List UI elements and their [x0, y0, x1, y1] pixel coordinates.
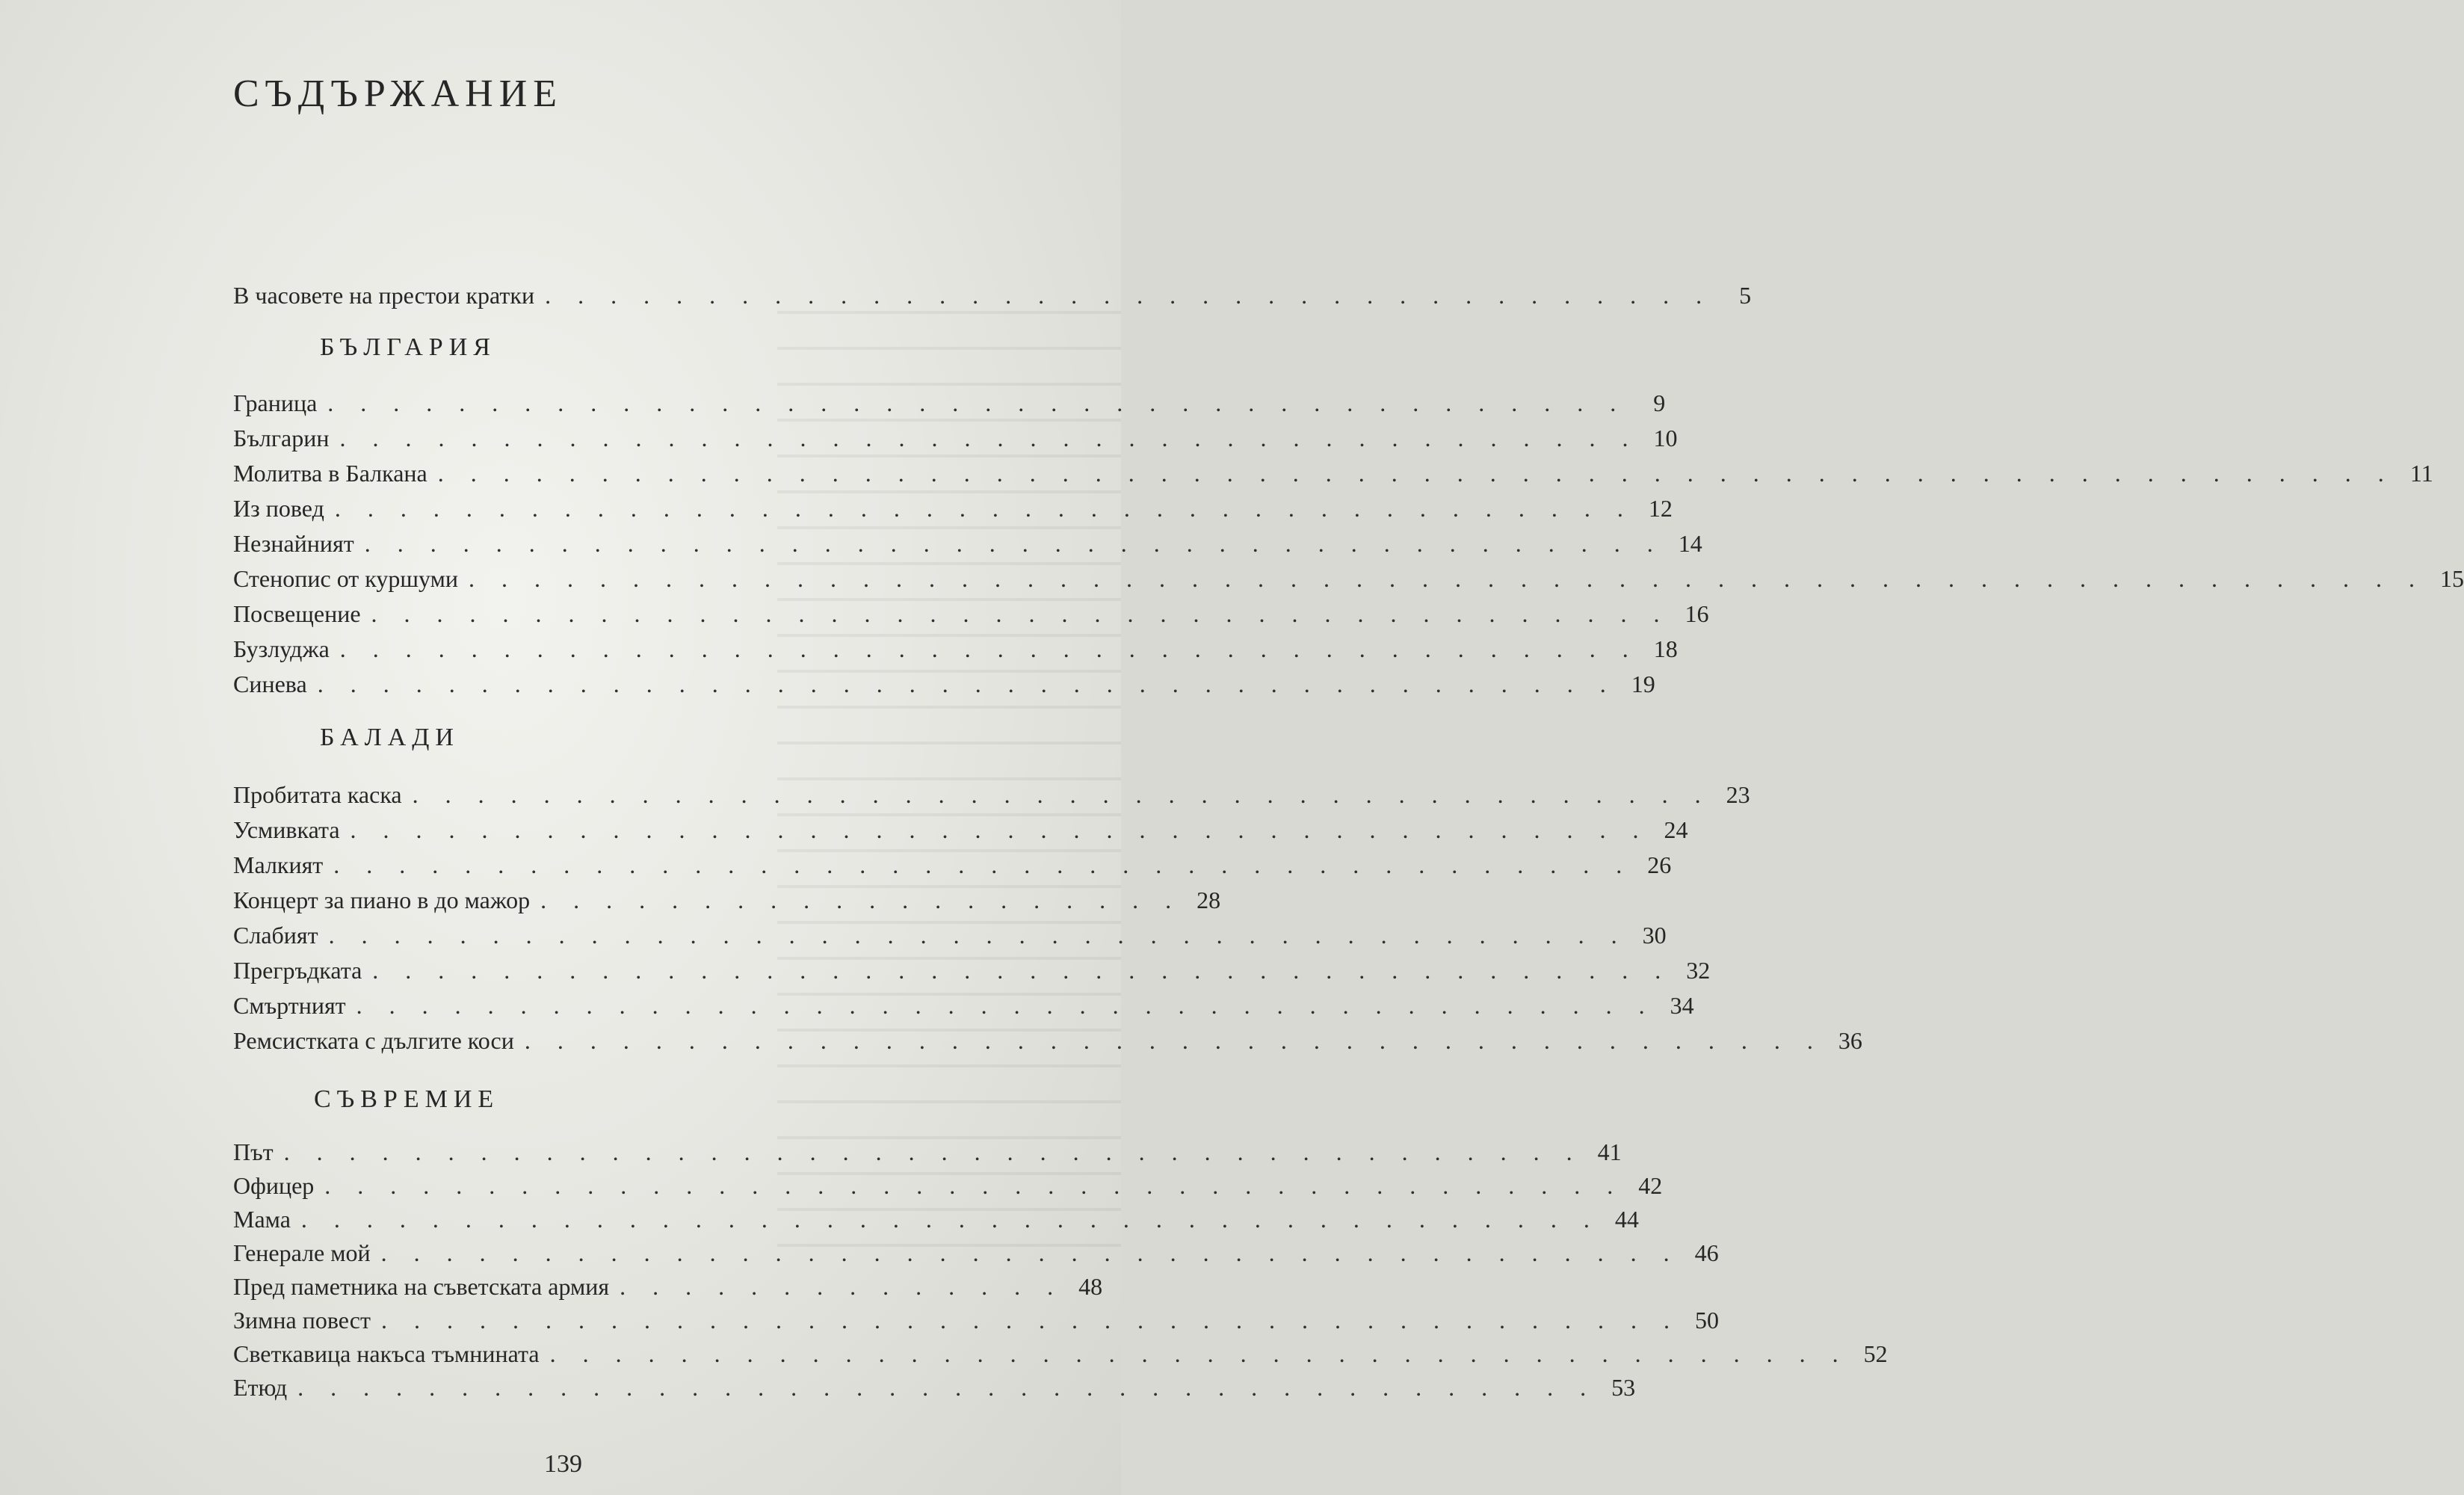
dot-leader: . . . . . . . . . . . . . . . . . . . . . . . . . . . . . . . . . . . . . . . . . . . . . . . . . . . . . . . . . . . .	[437, 460, 2394, 487]
toc-entry-title: Бузлуджа	[233, 635, 330, 662]
dot-leader: . . . . . . . . . . . . . . . . . . . . . . . . . . . . . . . . . . . .	[545, 282, 1713, 309]
toc-entry	[233, 386, 1666, 420]
toc-entry-page: 41	[1597, 1138, 1622, 1165]
toc-entry	[233, 1168, 1663, 1203]
toc-entry	[233, 278, 1752, 312]
dot-leader: . . . . . . . . . . . . . . . . . . . . . . . . . . . . . . . . . . . . . . . .	[380, 1307, 1680, 1334]
toc-entry-page: 52	[1863, 1340, 1888, 1367]
toc-entry-page: 28	[1197, 887, 1221, 913]
toc-entry	[233, 1269, 1103, 1304]
dot-leader: . . . . . . . . . . . . . . . . . . . .	[540, 887, 1182, 913]
toc-entry	[233, 1303, 1719, 1337]
toc-entry-title: В часовете на престои кратки	[233, 282, 535, 309]
toc-entry	[233, 456, 2433, 490]
toc-entry-page: 24	[1664, 816, 1688, 843]
toc-entry	[233, 632, 1678, 666]
toc-entry-page: 11	[2409, 460, 2433, 487]
dot-leader: . . . . . . . . . . . . . . . . . . . . . . . . . . . . . . . . . . . . . . . .	[356, 992, 1655, 1019]
toc-entry-page: 10	[1653, 425, 1678, 451]
toc-entry-title: Малкият	[233, 851, 324, 878]
toc-entry	[233, 988, 1694, 1023]
toc-entry	[233, 1202, 1639, 1236]
toc-entry-page: 32	[1686, 957, 1711, 984]
toc-entry	[233, 561, 2464, 596]
toc-entry-title: Светкавица накъса тъмнината	[233, 1340, 540, 1367]
dot-leader: . . . . . . . . . . . . . . . . . . . . . . . . . . . . . . . . . . . . . . . .	[371, 600, 1670, 627]
dot-leader: . . . . . . . . . . . . . . . . . . . . . . . . . . . . . . . . . . . . . . . .	[328, 922, 1628, 949]
toc-entry-page: 30	[1642, 922, 1667, 949]
toc-entry	[233, 1236, 1719, 1270]
dot-leader: . . . . . . . . . . . . . . . . . . . . . . . . . . . . . . . . . . . . . . . .	[333, 851, 1633, 878]
dot-leader: . . . . . . . . . . . . . . . . . . . . . . . . . . . . . . . . . . . . . . . .	[317, 671, 1617, 697]
dot-leader: . . . . . . . . . . . . . . . . . . . . . . . . . . . . . . . . . . . . . . . .	[283, 1138, 1583, 1165]
toc-entry	[233, 421, 1678, 455]
dot-leader: . . . . . . . . . . . . . . . . . . . . . . . . . . . . . . . . . . . . . . . .	[297, 1374, 1597, 1401]
toc-entry-title: Ремсистката с дългите коси	[233, 1027, 514, 1054]
toc-entry-page: 42	[1638, 1172, 1663, 1199]
toc-entry	[233, 667, 1655, 701]
toc-entry	[233, 918, 1667, 952]
toc-entry	[233, 848, 1672, 882]
toc-entry-title: Офицер	[233, 1172, 315, 1199]
toc-entry-title: Смъртният	[233, 992, 346, 1019]
toc-entry-title: Зимна повест	[233, 1307, 371, 1334]
toc-entry	[233, 883, 1221, 917]
page-title: СЪДЪРЖАНИЕ	[233, 73, 563, 115]
toc-entry-title: Българин	[233, 425, 330, 451]
toc-entry-page: 12	[1648, 495, 1673, 522]
toc-entry	[233, 491, 1673, 525]
toc-entry-page: 23	[1726, 781, 1750, 808]
toc-entry-title: Незнайният	[233, 530, 354, 557]
toc-entry-page: 5	[1739, 282, 1752, 309]
toc-entry-page: 48	[1078, 1273, 1103, 1300]
toc-entry-title: Пробитата каска	[233, 781, 402, 808]
toc-entry-title: Из повед	[233, 495, 324, 522]
toc-entry	[233, 1023, 1862, 1058]
dot-leader: . . . . . . . . . . . . . . . . . . . . . . . . . . . . . . . . . . . . . . . . . . . . . . . . . . . . . . . . . . . .	[468, 565, 2425, 592]
toc-entry-page: 26	[1647, 851, 1672, 878]
dot-leader: . . . . . . . . . . . . . . . . . . . . . . . . . . . . . . . . . . . . . . . .	[334, 495, 1634, 522]
toc-entry-page: 19	[1631, 671, 1655, 697]
toc-entry-title: Етюд	[233, 1374, 288, 1401]
toc-entry-page: 36	[1838, 1027, 1862, 1054]
toc-entry	[233, 813, 1688, 847]
dot-leader: . . . . . . . . . . . . . . . . . . . . . . . . . . . . . . . . . . . . . . . .	[339, 425, 1639, 451]
toc-entry	[233, 1370, 1636, 1405]
toc-entry-title: Пред паметника на съветската армия	[233, 1273, 610, 1300]
toc-entry-title: Усмивката	[233, 816, 340, 843]
toc-entry-title: Прегръдката	[233, 957, 362, 984]
dot-leader: . . . . . . . . . . . . . . . . . . . . . . . . . . . . . . . . . . . . . . . .	[380, 1239, 1680, 1266]
toc-entry-title: Посвещение	[233, 600, 361, 627]
section-heading: БАЛАДИ	[320, 724, 460, 751]
toc-entry	[233, 526, 1702, 561]
dot-leader: . . . . . . . . . . . . . .	[620, 1273, 1064, 1300]
dot-leader: . . . . . . . . . . . . . . . . . . . . . . . . . . . . . . . . . . . . . . . .	[350, 816, 1649, 843]
section-heading: СЪВРЕМИЕ	[314, 1085, 500, 1113]
toc-entry-title: Молитва в Балкана	[233, 460, 427, 487]
toc-entry-page: 18	[1653, 635, 1678, 662]
toc-entry-page: 50	[1694, 1307, 1719, 1334]
toc-entry-title: Концерт за пиано в до мажор	[233, 887, 531, 913]
dot-leader: . . . . . . . . . . . . . . . . . . . . . . . . . . . . . . . . . . . . . . . .	[324, 1172, 1624, 1199]
toc-entry-page: 44	[1614, 1206, 1639, 1233]
toc-entry-title: Мама	[233, 1206, 291, 1233]
dot-leader: . . . . . . . . . . . . . . . . . . . . . . . . . . . . . . . . . . . . . . . .	[339, 635, 1639, 662]
toc-entry-title: Стенопис от куршуми	[233, 565, 458, 592]
toc-entry-title: Граница	[233, 389, 318, 416]
toc-entry-page: 53	[1611, 1374, 1636, 1401]
page-number: 139	[544, 1450, 582, 1478]
toc-entry-page: 34	[1670, 992, 1694, 1019]
toc-entry-title: Генерале мой	[233, 1239, 371, 1266]
dot-leader: . . . . . . . . . . . . . . . . . . . . . . . . . . . . . . . . . . . . . . . .	[364, 530, 1664, 557]
toc-entry-page: 9	[1653, 389, 1666, 416]
toc-entry	[233, 597, 1709, 631]
toc-entry-title: Път	[233, 1138, 274, 1165]
dot-leader: . . . . . . . . . . . . . . . . . . . . . . . . . . . . . . . . . . . . . . . .	[412, 781, 1711, 808]
toc-entry	[233, 777, 1750, 812]
toc-entry-title: Слабият	[233, 922, 318, 949]
toc-entry-page: 14	[1678, 530, 1702, 557]
toc-entry	[233, 953, 1711, 987]
dot-leader: . . . . . . . . . . . . . . . . . . . . . . . . . . . . . . . . . . . . . . . .	[300, 1206, 1600, 1233]
dot-leader: . . . . . . . . . . . . . . . . . . . . . . . . . . . . . . . . . . . . . . . .	[549, 1340, 1849, 1367]
toc-entry-page: 16	[1685, 600, 1709, 627]
toc-entry	[233, 1337, 1888, 1371]
toc-entry-page: 15	[2439, 565, 2464, 592]
dot-leader: . . . . . . . . . . . . . . . . . . . . . . . . . . . . . . . . . . . . . . . .	[372, 957, 1672, 984]
toc-entry-page: 46	[1694, 1239, 1719, 1266]
toc-entry-title: Синева	[233, 671, 307, 697]
toc-entry	[233, 1135, 1622, 1169]
dot-leader: . . . . . . . . . . . . . . . . . . . . . . . . . . . . . . . . . . . . . . . .	[524, 1027, 1824, 1054]
dot-leader: . . . . . . . . . . . . . . . . . . . . . . . . . . . . . . . . . . . . . . . .	[327, 389, 1627, 416]
section-heading: БЪЛГАРИЯ	[320, 333, 496, 361]
